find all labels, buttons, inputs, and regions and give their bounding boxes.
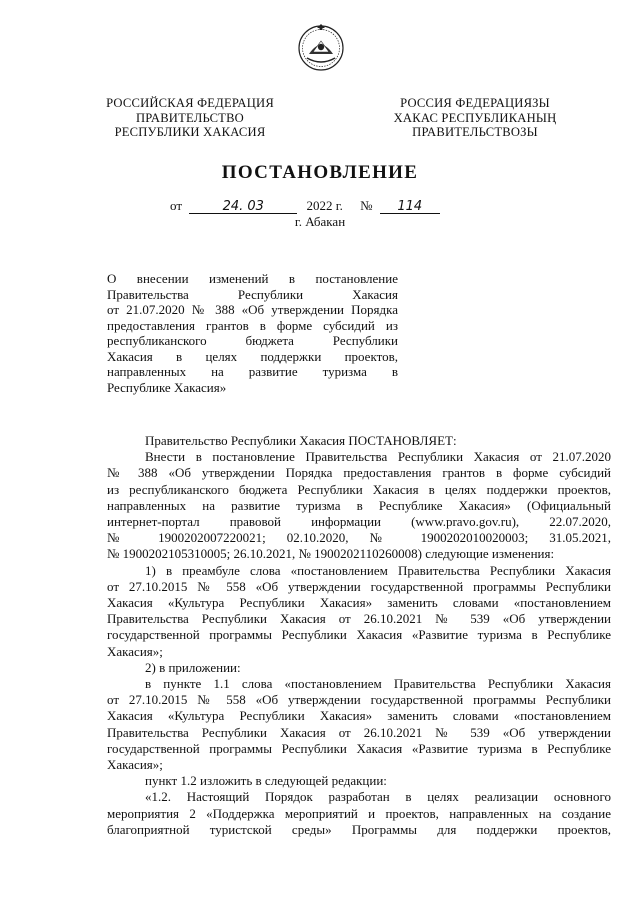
document-body [107,433,611,838]
subject-line: предоставления грантов в форме субсидий из [107,317,398,333]
header-left-line: ПРАВИТЕЛЬСТВО [136,110,244,125]
subject-line: Республике Хакасия» [107,379,227,395]
header-left [95,96,285,140]
body-line: мероприятия 2 «Поддержка мероприятий и проектов, направленных на создание [107,805,611,821]
body-line: государственной программы Республики Хакасия «Развитие туризма в Республике [107,627,611,643]
handwritten-date: 24. 03 [189,200,297,214]
body-line: № 388 «Об утверждении Порядка предоставления грантов в форме субсидий [107,465,611,481]
body-line: интернет-портал правовой информации (www.pravo.gov.ru), 22.07.2020, [107,514,611,530]
body-line: № 1900202007220021; 02.10.2020, № 1900202010020003; 31.05.2021, [107,530,611,546]
body-line: 2) в приложении: [145,659,241,675]
document-title: ПОСТАНОВЛЕНИЕ [221,162,419,183]
body-line: Хакасия «Культура Республики Хакасия» заменить словами «постановлением [107,595,611,611]
body-line: от 27.10.2015 № 558 «Об утверждении государственной программы Республики [107,578,611,594]
body-line: Хакасия «Культура Республики Хакасия» заменить словами «постановлением [107,708,611,724]
body-line: Правительства Республики Хакасия от 26.10.2021 № 539 «Об утверждении [107,611,611,627]
header-right-line: ХАКАС РЕСПУБЛИКАНЫҢ [393,110,557,125]
date-year: 2022 г. [306,198,343,213]
document-subject [107,271,398,395]
city: г. Абакан [294,214,346,229]
date-line [170,198,440,214]
number-label: № [360,198,373,213]
body-line: Правительство Республики Хакасия ПОСТАНОВЛЯЕТ: [145,433,457,448]
body-line: в пункте 1.1 слова «постановлением Правительства Республики Хакасия [145,676,611,692]
body-line: направленных на развитие туризма в Республике Хакасия» (Официальный [107,497,611,513]
body-line: от 27.10.2015 № 558 «Об утверждении государственной программы Республики [107,692,611,708]
body-line: 1) в преамбуле слова «постановлением Правительства Республики Хакасия [145,562,611,578]
body-line: № 1900202105310005; 26.10.2021, № 1900202110260008) следующие изменения: [107,546,555,562]
handwritten-number: 114 [380,200,440,214]
subject-line: республиканского бюджета Республики [107,333,398,348]
header-right-line: РОССИЯ ФЕДЕРАЦИЯЗЫ [400,96,550,110]
body-line: «1.2. Настоящий Порядок разработан в целях реализации основного [145,789,611,805]
subject-line: направленных на развитие туризма в [107,364,398,379]
header-right-line: ПРАВИТЕЛЬСТВОЗЫ [412,125,538,139]
header-left-line: РЕСПУБЛИКИ ХАКАСИЯ [114,125,266,139]
subject-line: Хакасия в целях поддержки проектов, [107,348,398,364]
body-line: Хакасия»; [107,643,163,659]
header-left-line: РОССИЙСКАЯ ФЕДЕРАЦИЯ [106,96,274,110]
body-line: Хакасия»; [107,757,163,773]
header-right [375,96,575,140]
body-line: из республиканского бюджета Республики Хакасия в целях поддержки проектов, [107,481,611,497]
date-prefix: от [170,198,183,213]
subject-line: Правительства Республики Хакасия [107,286,398,302]
body-line: Внести в постановление Правительства Республики Хакасия от 21.07.2020 [145,449,611,465]
body-line: пункт 1.2 изложить в следующей редакции: [145,773,387,789]
subject-line: от 21.07.2020 № 388 «Об утверждении Порядка [107,302,398,317]
coat-of-arms-icon [296,22,346,72]
body-line: государственной программы Республики Хакасия «Развитие туризма в Республике [107,740,611,756]
subject-line: О внесении изменений в постановление [107,271,398,286]
body-line: благоприятной туристской среды» Программы для поддержки проектов, [107,821,611,837]
body-line: Правительства Республики Хакасия от 26.10.2021 № 539 «Об утверждении [107,724,611,740]
